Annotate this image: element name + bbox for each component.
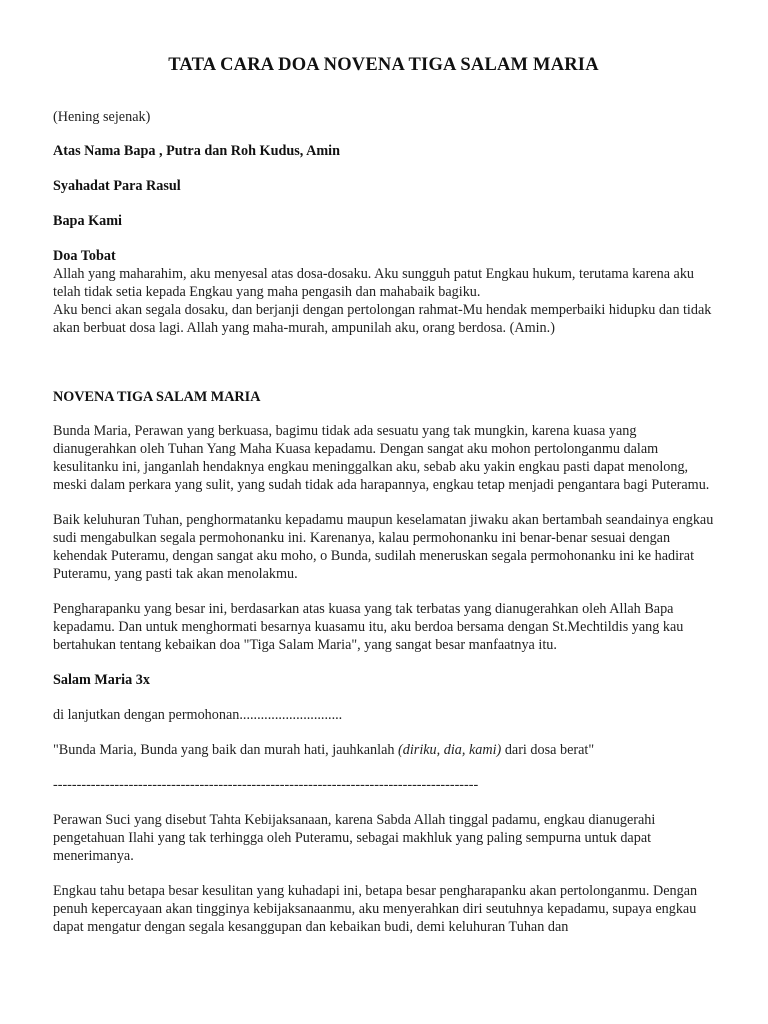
petition-quote — [53, 741, 714, 759]
novena-paragraph-baik: Baik keluhuran Tuhan, penghormatanku kepadamu maupun keselamatan jiwaku akan bertambah seandainya engkau sudi mengabulkan segala permohonanku ini. Karenanya, kalau permohonanku ini benar-benar sesuai dengan kehendak Puteramu, dengan sangat aku moho, o Bunda, sudilah meneruskan segala permohonanku ini ke hadirat Puteramu, yang pasti tak akan menolakmu. — [53, 512, 714, 582]
doa-tobat-paragraph-2: Aku benci akan segala dosaku, dan berjanji dengan pertolongan rahmat-Mu hendak memperbaiki hidupku dan tidak akan berbuat dosa lagi. Allah yang maha-murah, ampunilah aku, orang berdosa. (Amin.) — [53, 302, 712, 336]
heading-salam-maria: Salam Maria 3x — [53, 672, 150, 688]
paragraph-perawan: Perawan Suci yang disebut Tahta Kebijaksanaan, karena Sabda Allah tinggal padamu, engkau dianugerahi pengetahuan Ilahi yang tak terhingga oleh Puteramu, sebagai makhluk yang paling sempurna untuk dapat menerimanya. — [53, 812, 656, 864]
novena-paragraph-harap: Pengharapanku yang besar ini, berdasarkan atas kuasa yang tak terbatas yang dianugerahkan oleh Allah Bapa kepadamu. Dan untuk menghormati besarnya kuasamu itu, aku berdoa bersama dengan St.Mechtildis yang kau bertahukan tentang kebaikan doa "Tiga Salam Maria", yang sangat besar manfaatnya itu. — [53, 601, 684, 653]
quote-italic: (diriku, dia, kami) — [398, 742, 502, 758]
doa-tobat-paragraph-1: Allah yang maharahim, aku menyesal atas dosa-dosaku. Aku sungguh patut Engkau hukum, terutama karena aku telah tidak setia kepada Engkau yang maha pengasih dan mahabaik bagiku. — [53, 266, 695, 300]
heading-syahadat: Syahadat Para Rasul — [53, 178, 181, 194]
heading-doa-tobat: Doa Tobat — [53, 248, 116, 264]
heading-bapa-kami: Bapa Kami — [53, 213, 122, 229]
dashed-divider: ------------------------------------------------------------------------------------------ — [53, 777, 479, 793]
hening-note: (Hening sejenak) — [53, 109, 151, 125]
heading-novena: NOVENA TIGA SALAM MARIA — [53, 389, 261, 405]
heading-atas-nama: Atas Nama Bapa , Putra dan Roh Kudus, Amin — [53, 143, 340, 159]
quote-before: "Bunda Maria, Bunda yang baik dan murah hati, jauhkanlah — [53, 742, 399, 758]
document-title: TATA CARA DOA NOVENA TIGA SALAM MARIA — [168, 55, 599, 75]
quote-after: dari dosa berat" — [501, 742, 595, 758]
continuation-note: di lanjutkan dengan permohonan............................. — [53, 707, 343, 723]
paragraph-tahu: Engkau tahu betapa besar kesulitan yang kuhadapi ini, betapa besar pengharapanku akan pertolonganmu. Dengan penuh kepercayaan akan tingginya kebijaksanaanmu, aku menyerahkan diri seutuhnya kepadamu, supaya engkau dapat mengatur dengan segala kesanggupan dan kebaikan budi, demi keluhuran Tuhan dan — [53, 883, 698, 935]
novena-paragraph-bunda: Bunda Maria, Perawan yang berkuasa, bagimu tidak ada sesuatu yang tak mungkin, karena kuasa yang dianugerahkan oleh Tuhan Yang Maha Kuasa kepadamu. Dengan sangat aku mohon pertolonganmu dalam kesulitanku ini, janganlah hendaknya engkau meninggalkan aku, sebab aku yakin engkau pasti dapat menolong, meski dalam perkara yang sulit, yang sudah tidak ada harapannya, engkau tetap menjadi pengantara bagi Puteramu. — [53, 423, 710, 493]
